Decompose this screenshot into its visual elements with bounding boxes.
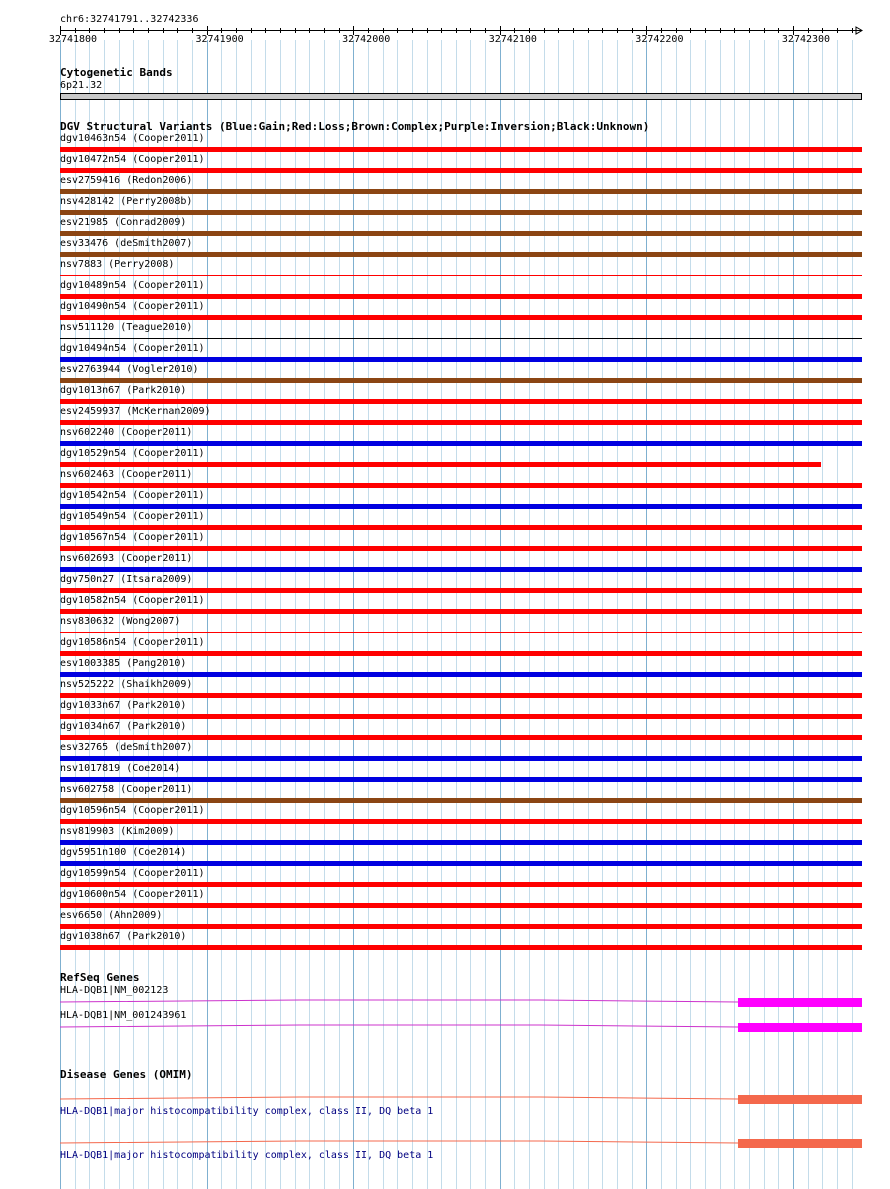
dgv-variant-label[interactable]: esv33476 (deSmith2007) [60,238,193,249]
dgv-variant-label[interactable]: dgv750n27 (Itsara2009) [60,574,193,585]
omim-gene-label[interactable]: HLA-DQB1|major histocompatibility complex, class II, DQ beta 1 [60,1150,434,1161]
refseq-gene-label[interactable]: HLA-DQB1|NM_002123 [60,985,169,996]
dgv-variant-bar[interactable] [60,798,862,803]
dgv-variant-label[interactable]: dgv10599n54 (Cooper2011) [60,868,205,879]
dgv-variant-bar[interactable] [60,378,862,383]
dgv-variant-label[interactable]: nsv602240 (Cooper2011) [60,427,193,438]
dgv-variant-label[interactable]: esv32765 (deSmith2007) [60,742,193,753]
dgv-variant-label[interactable]: dgv10463n54 (Cooper2011) [60,133,205,144]
dgv-variant-label[interactable]: nsv525222 (Shaikh2009) [60,679,193,690]
dgv-variant-bar[interactable] [60,525,862,530]
dgv-variant-bar[interactable] [60,252,862,257]
dgv-variant-label[interactable]: nsv602463 (Cooper2011) [60,469,193,480]
omim-gene-exon[interactable] [738,1139,862,1148]
refseq-track-title: RefSeq Genes [60,971,140,984]
dgv-variant-bar[interactable] [60,483,862,488]
dgv-variant-label[interactable]: dgv10489n54 (Cooper2011) [60,280,205,291]
dgv-variant-label[interactable]: dgv10596n54 (Cooper2011) [60,805,205,816]
dgv-variant-bar[interactable] [60,294,862,299]
dgv-variant-bar[interactable] [60,693,862,698]
dgv-variant-bar[interactable] [60,840,862,845]
dgv-variant-label[interactable]: dgv1013n67 (Park2010) [60,385,187,396]
dgv-variant-label[interactable]: dgv10549n54 (Cooper2011) [60,511,205,522]
ruler-tick-label: 32741800 [48,34,98,45]
refseq-gene-label[interactable]: HLA-DQB1|NM_001243961 [60,1010,187,1021]
dgv-variant-label[interactable]: dgv10586n54 (Cooper2011) [60,637,205,648]
dgv-variant-label[interactable]: esv1003385 (Pang2010) [60,658,187,669]
cytoband-track-title: Cytogenetic Bands [60,66,173,79]
dgv-variant-label[interactable]: dgv10494n54 (Cooper2011) [60,343,205,354]
dgv-track-title: DGV Structural Variants (Blue:Gain;Red:Loss;Brown:Complex;Purple:Inversion;Black:Unknown) [60,120,650,133]
omim-gene-intron [60,1097,738,1099]
dgv-variant-bar[interactable] [60,882,862,887]
dgv-variant-bar[interactable] [60,632,862,633]
ruler-tick-label: 32742300 [781,34,831,45]
omim-gene-intron [60,1141,738,1143]
dgv-variant-bar[interactable] [60,819,862,824]
dgv-variant-label[interactable]: dgv10567n54 (Cooper2011) [60,532,205,543]
dgv-variant-bar[interactable] [60,903,862,908]
omim-gene-exon[interactable] [738,1095,862,1104]
dgv-variant-bar[interactable] [60,189,862,194]
cytoband-bar[interactable] [60,93,862,100]
dgv-variant-label[interactable]: esv2763944 (Vogler2010) [60,364,199,375]
dgv-variant-label[interactable]: nsv819903 (Kim2009) [60,826,175,837]
dgv-variant-label[interactable]: dgv10542n54 (Cooper2011) [60,490,205,501]
dgv-variant-bar[interactable] [60,231,862,236]
dgv-variant-bar[interactable] [60,756,862,761]
dgv-variant-label[interactable]: esv2459937 (McKernan2009) [60,406,211,417]
dgv-variant-bar[interactable] [60,338,862,339]
dgv-variant-bar[interactable] [60,420,862,425]
refseq-gene-exon[interactable] [738,1023,862,1032]
ruler-tick-label: 32742200 [635,34,684,45]
dgv-variant-label[interactable]: dgv10529n54 (Cooper2011) [60,448,205,459]
dgv-variant-label[interactable]: dgv10600n54 (Cooper2011) [60,889,205,900]
dgv-variant-bar[interactable] [60,588,862,593]
dgv-variant-label[interactable]: nsv1017819 (Coe2014) [60,763,181,774]
ruler-tick-label: 32742100 [488,34,537,45]
dgv-variant-label[interactable]: nsv830632 (Wong2007) [60,616,181,627]
dgv-variant-bar[interactable] [60,924,862,929]
dgv-variant-bar[interactable] [60,861,862,866]
dgv-variant-label[interactable]: dgv10582n54 (Cooper2011) [60,595,205,606]
omim-gene-label[interactable]: HLA-DQB1|major histocompatibility complex, class II, DQ beta 1 [60,1106,434,1117]
coordinate-label: chr6:32741791..32742336 [60,14,199,25]
dgv-variant-bar[interactable] [60,714,862,719]
dgv-variant-bar[interactable] [60,147,862,152]
dgv-variant-label[interactable]: nsv511120 (Teague2010) [60,322,193,333]
ruler-tick-label: 32741900 [195,34,244,45]
dgv-variant-bar[interactable] [60,609,862,614]
dgv-variant-bar[interactable] [60,735,862,740]
dgv-variant-bar[interactable] [60,546,862,551]
dgv-variant-label[interactable]: nsv602693 (Cooper2011) [60,553,193,564]
omim-track-title: Disease Genes (OMIM) [60,1068,193,1081]
dgv-variant-label[interactable]: nsv428142 (Perry2008b) [60,196,193,207]
dgv-variant-bar[interactable] [60,651,862,656]
dgv-variant-label[interactable]: dgv10472n54 (Cooper2011) [60,154,205,165]
dgv-variant-bar[interactable] [60,168,862,173]
dgv-variant-bar[interactable] [60,777,862,782]
dgv-variant-label[interactable]: esv6650 (Ahn2009) [60,910,163,921]
dgv-variant-label[interactable]: dgv1033n67 (Park2010) [60,700,187,711]
dgv-variant-bar[interactable] [60,462,821,467]
dgv-variant-bar[interactable] [60,357,862,362]
dgv-variant-bar[interactable] [60,672,862,677]
dgv-variant-label[interactable]: dgv1034n67 (Park2010) [60,721,187,732]
dgv-variant-bar[interactable] [60,399,862,404]
refseq-gene-intron [60,1025,738,1027]
dgv-variant-bar[interactable] [60,315,862,320]
dgv-variant-bar[interactable] [60,945,862,950]
dgv-variant-label[interactable]: nsv602758 (Cooper2011) [60,784,193,795]
dgv-variant-label[interactable]: nsv7883 (Perry2008) [60,259,175,270]
dgv-variant-label[interactable]: esv21985 (Conrad2009) [60,217,187,228]
ruler-tick-label: 32742000 [342,34,391,45]
dgv-variant-bar[interactable] [60,441,862,446]
dgv-variant-bar[interactable] [60,567,862,572]
dgv-variant-label[interactable]: dgv10490n54 (Cooper2011) [60,301,205,312]
dgv-variant-label[interactable]: dgv1038n67 (Park2010) [60,931,187,942]
dgv-variant-label[interactable]: esv2759416 (Redon2006) [60,175,193,186]
dgv-variant-bar[interactable] [60,275,862,276]
refseq-gene-intron [60,1000,738,1002]
dgv-variant-bar[interactable] [60,210,862,215]
dgv-variant-label[interactable]: dgv5951n100 (Coe2014) [60,847,187,858]
cytoband-label: 6p21.32 [60,80,103,91]
dgv-variant-bar[interactable] [60,504,862,509]
refseq-gene-exon[interactable] [738,998,862,1007]
